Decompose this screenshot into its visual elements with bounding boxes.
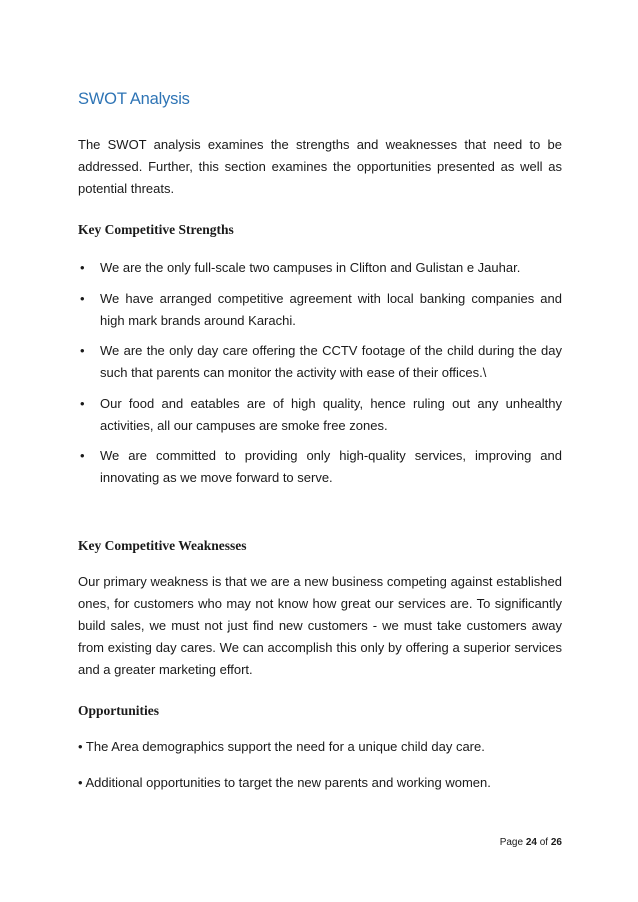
opportunity-item: • Additional opportunities to target the new parents and working women. bbox=[78, 775, 491, 790]
intro-paragraph: The SWOT analysis examines the strengths and weaknesses that need to be addressed. Further, this section examines the opportunities presented as well as potential threats. bbox=[78, 137, 562, 196]
weaknesses-paragraph: Our primary weakness is that we are a new business competing against established ones, for customers who may not know how great our services are. To significantly build sales, we must not just find new customers - we must take customers away from existing day cares. We can accomplish this only by offering a superior services and a greater marketing effort. bbox=[78, 574, 562, 677]
bullet-icon: • bbox=[80, 448, 85, 463]
weaknesses-heading: Key Competitive Weaknesses bbox=[78, 538, 247, 553]
opportunity-item: • The Area demographics support the need for a unique child day care. bbox=[78, 739, 485, 754]
bullet-icon: • bbox=[80, 260, 85, 275]
list-item-text: We are committed to providing only high-quality services, improving and innovating as we move forward to serve. bbox=[100, 448, 562, 485]
list-item-text: Our food and eatables are of high quality, hence ruling out any unhealthy activities, all our campuses are smoke free zones. bbox=[100, 395, 562, 433]
strengths-list bbox=[78, 257, 562, 498]
list-item bbox=[78, 340, 562, 384]
list-item-text: We are the only day care offering the CCTV footage of the child during the day such that parents can monitor the activity with ease of their offices.\ bbox=[100, 343, 562, 380]
list-item bbox=[78, 288, 562, 332]
bullet-icon: • bbox=[80, 395, 85, 411]
list-item-text: We have arranged competitive agreement with local banking companies and high mark brands around Karachi. bbox=[100, 290, 562, 328]
opportunities-heading: Opportunities bbox=[78, 703, 160, 718]
bullet-icon: • bbox=[80, 343, 85, 358]
list-item bbox=[78, 445, 562, 489]
list-item-text: We are the only full-scale two campuses in Clifton and Gulistan e Jauhar. bbox=[100, 260, 521, 275]
page-label: Page bbox=[499, 837, 526, 848]
total-page-count: 26 bbox=[550, 837, 562, 848]
list-item bbox=[78, 257, 562, 279]
strengths-heading: Key Competitive Strengths bbox=[78, 222, 234, 237]
current-page-number: 24 bbox=[525, 837, 537, 848]
bullet-icon: • bbox=[80, 290, 85, 306]
list-item bbox=[78, 393, 562, 437]
page-footer bbox=[78, 836, 562, 850]
section-title: SWOT Analysis bbox=[78, 90, 190, 108]
page-separator: of bbox=[536, 837, 551, 848]
document-page bbox=[78, 0, 562, 902]
